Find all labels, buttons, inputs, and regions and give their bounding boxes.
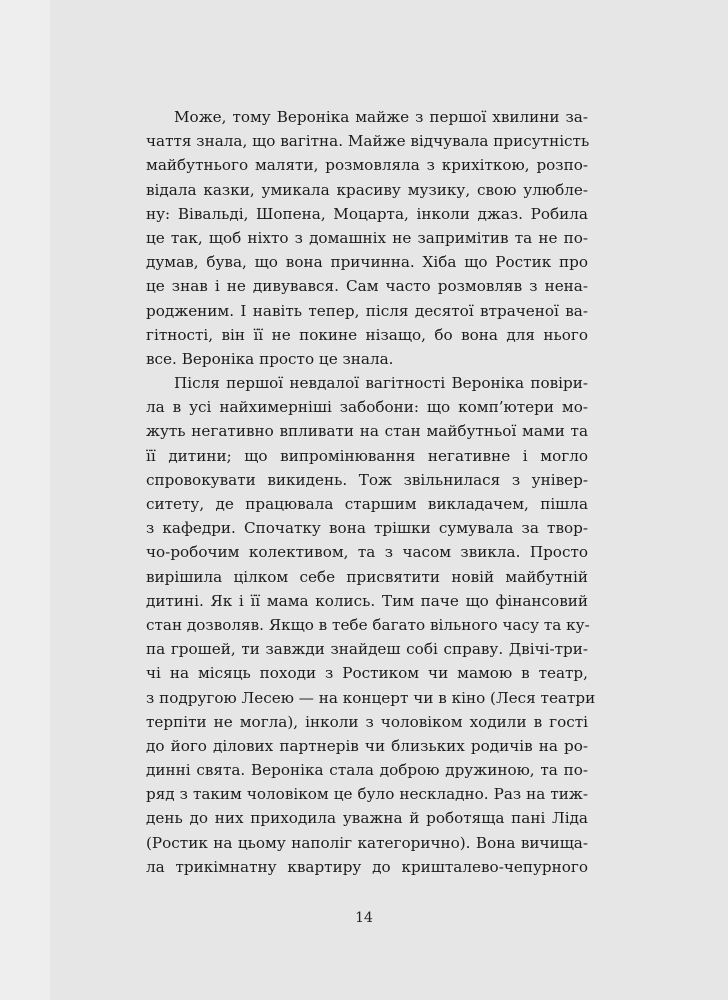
text-line: (Ростик на цьому наполіг категорично). Вона вичища- (146, 833, 588, 852)
text-line: її дитини; що випромінювання негативне і могло (146, 446, 588, 465)
text-line: ну: Вівальді, Шопена, Моцарта, інколи джаз. Робила (146, 204, 588, 223)
text-line: це знав і не дивувався. Сам часто розмовляв з нена- (146, 277, 588, 296)
text-line: думав, бува, що вона причинна. Хіба що Ростик про (146, 253, 588, 272)
page-text (146, 105, 596, 879)
text-line: ряд з таким чоловіком це було нескладно. Раз на тиж- (146, 785, 588, 804)
page-number: 14 (355, 910, 373, 926)
text-line: дитині. Як і її мама колись. Тим паче що фінансовий (146, 591, 588, 610)
text-line: гітності, він її не покине нізащо, бо вона для нього (146, 325, 588, 344)
text-line: динні свята. Вероніка стала доброю дружиною, та по- (146, 761, 588, 780)
text-line: вирішила цілком себе присвятити новій майбутній (146, 567, 588, 586)
text-line: відала казки, умикала красиву музику, свою улюблe- (146, 180, 588, 199)
text-line: до його ділових партнерів чи близьких родичів на ро- (146, 736, 588, 755)
text-line: чі на місяць походи з Ростиком чи мамою в театр, (146, 664, 588, 683)
text-line: ла в усі найхимерніші забобони: що комп’ютери мо- (146, 398, 588, 417)
text-line: Може, тому Вероніка майже з першої хвилини за- (174, 108, 588, 126)
text-line: з кафедри. Спочатку вона трішки сумувала за твор- (146, 519, 588, 538)
text-line: все. Вероніка просто це знала. (146, 349, 394, 368)
text-line: ла трикімнатну квартиру до кришталево-чепурного (146, 857, 588, 876)
text-line: терпіти не могла), інколи з чоловіком ходили в гості (146, 712, 588, 731)
text-line: стан дозволяв. Якщо в тебе багато вільного часу та ку- (146, 615, 590, 634)
text-line: па грошей, ти завжди знайдеш собі справу. Двічі-три- (146, 640, 588, 659)
text-line: родженим. І навіть тепер, після десятої втраченої ва- (146, 301, 588, 320)
text-line: жуть негативно впливати на стан майбутньої мами та (146, 422, 588, 441)
text-line: чо-робочим колективом, та з часом звикла. Просто (146, 543, 588, 562)
text-line: день до них приходила уважна й роботяща пані Ліда (146, 809, 588, 828)
text-line: ситету, де працювала старшим викладачем, пішла (146, 495, 588, 513)
text-line: спровокувати викидень. Тож звільнилася з універ- (146, 470, 588, 489)
text-line: з подругою Лесею — на концерт чи в кіно (Леся театри (146, 688, 596, 707)
text-line: чаття знала, що вагітна. Майже відчувала присутність (146, 132, 590, 151)
text-line: Після першої невдалої вагітності Вероніка повіри- (174, 374, 588, 393)
text-line: майбутнього маляти, розмовляла з крихіткою, розпо- (146, 156, 588, 175)
text-line: це так, щоб ніхто з домашніх не запримітив та не по- (146, 228, 588, 247)
